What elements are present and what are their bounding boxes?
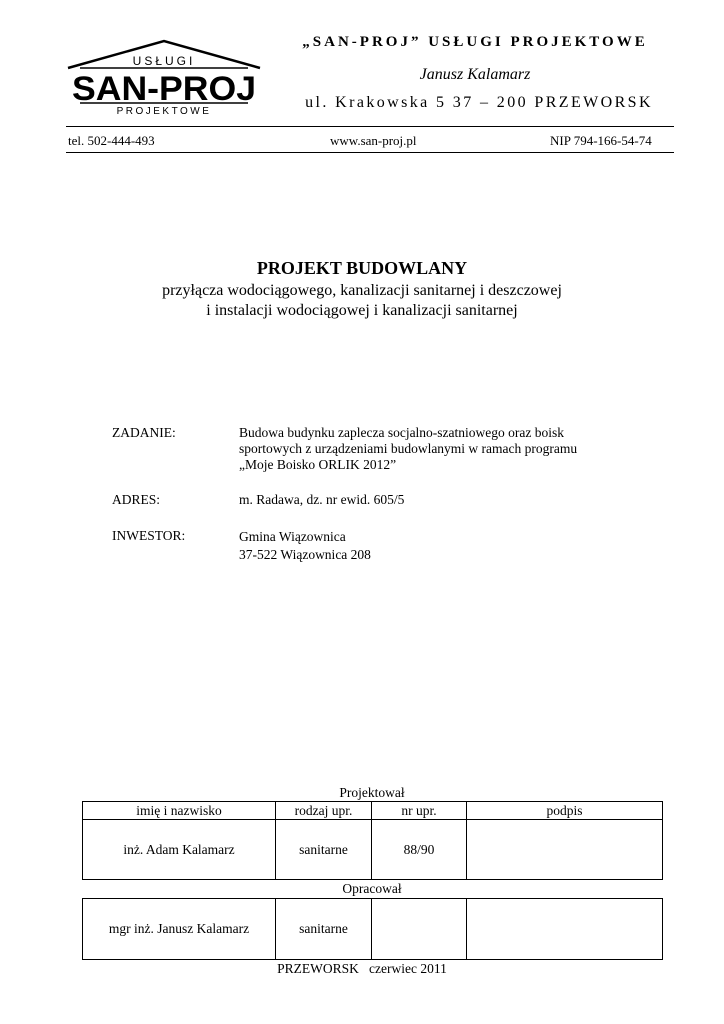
task-value-line: Budowa budynku zaplecza socjalno-szatniowego oraz boisk <box>239 425 565 440</box>
company-address: ul. Krakowska 5 37 – 200 PRZEWORSK <box>305 94 653 111</box>
designer-qualification-number: 88/90 <box>372 820 467 880</box>
task-value <box>239 425 659 473</box>
place-and-date: PRZEWORSK czerwiec 2011 <box>277 961 447 976</box>
header-divider-bottom <box>66 152 674 153</box>
logo-main-text: SAN-PROJ <box>72 70 256 108</box>
nip-number: NIP 794-166-54-74 <box>550 133 652 148</box>
investor-label: INWESTOR: <box>112 528 186 543</box>
task-label: ZADANIE: <box>112 425 176 440</box>
header-name: imię i nazwisko <box>83 802 276 820</box>
designed-by-caption: Projektował <box>339 785 405 800</box>
preparer-signature <box>467 899 663 960</box>
table-header-row <box>83 802 663 820</box>
investor-value-line: 37-522 Wiązownica 208 <box>239 547 371 562</box>
preparer-qualification-type: sanitarne <box>276 899 372 960</box>
logo-top-text: USŁUGI <box>132 54 196 68</box>
company-name: „SAN-PROJ” USŁUGI PROJEKTOWE <box>302 34 648 50</box>
logo-bottom-text: PROJEKTOWE <box>116 106 212 116</box>
header-signature: podpis <box>467 802 663 820</box>
owner-name: Janusz Kalamarz <box>419 66 531 83</box>
document-title: PROJEKT BUDOWLANY <box>256 258 468 278</box>
table-row <box>83 899 663 960</box>
task-value-line: „Moje Boisko ORLIK 2012” <box>239 457 397 472</box>
designer-signature <box>467 820 663 880</box>
designer-name: inż. Adam Kalamarz <box>83 820 276 880</box>
header-divider-top <box>66 126 674 127</box>
address-label: ADRES: <box>112 492 161 507</box>
table-row <box>83 820 663 880</box>
header-qualification-type: rodzaj upr. <box>276 802 372 820</box>
prepared-by-caption: Opracował <box>342 881 402 896</box>
company-logo <box>66 38 262 116</box>
header-qualification-number: nr upr. <box>372 802 467 820</box>
document-subtitle-line1: przyłącza wodociągowego, kanalizacji sanitarnej i deszczowej <box>162 282 562 299</box>
phone-number: tel. 502-444-493 <box>68 133 155 148</box>
website-link[interactable]: www.san-proj.pl <box>330 133 417 148</box>
preparer-name: mgr inż. Janusz Kalamarz <box>83 899 276 960</box>
prepared-by-table <box>82 898 663 960</box>
investor-value-line: Gmina Wiązownica <box>239 529 346 544</box>
document-subtitle-line2: i instalacji wodociągowej i kanalizacji sanitarnej <box>206 302 518 319</box>
address-value: m. Radawa, dz. nr ewid. 605/5 <box>239 492 405 507</box>
designed-by-table <box>82 801 663 880</box>
task-value-line: sportowych z urządzeniami budowlanymi w ramach programu <box>239 441 578 456</box>
preparer-qualification-number <box>372 899 467 960</box>
designer-qualification-type: sanitarne <box>276 820 372 880</box>
investor-value <box>239 528 659 564</box>
